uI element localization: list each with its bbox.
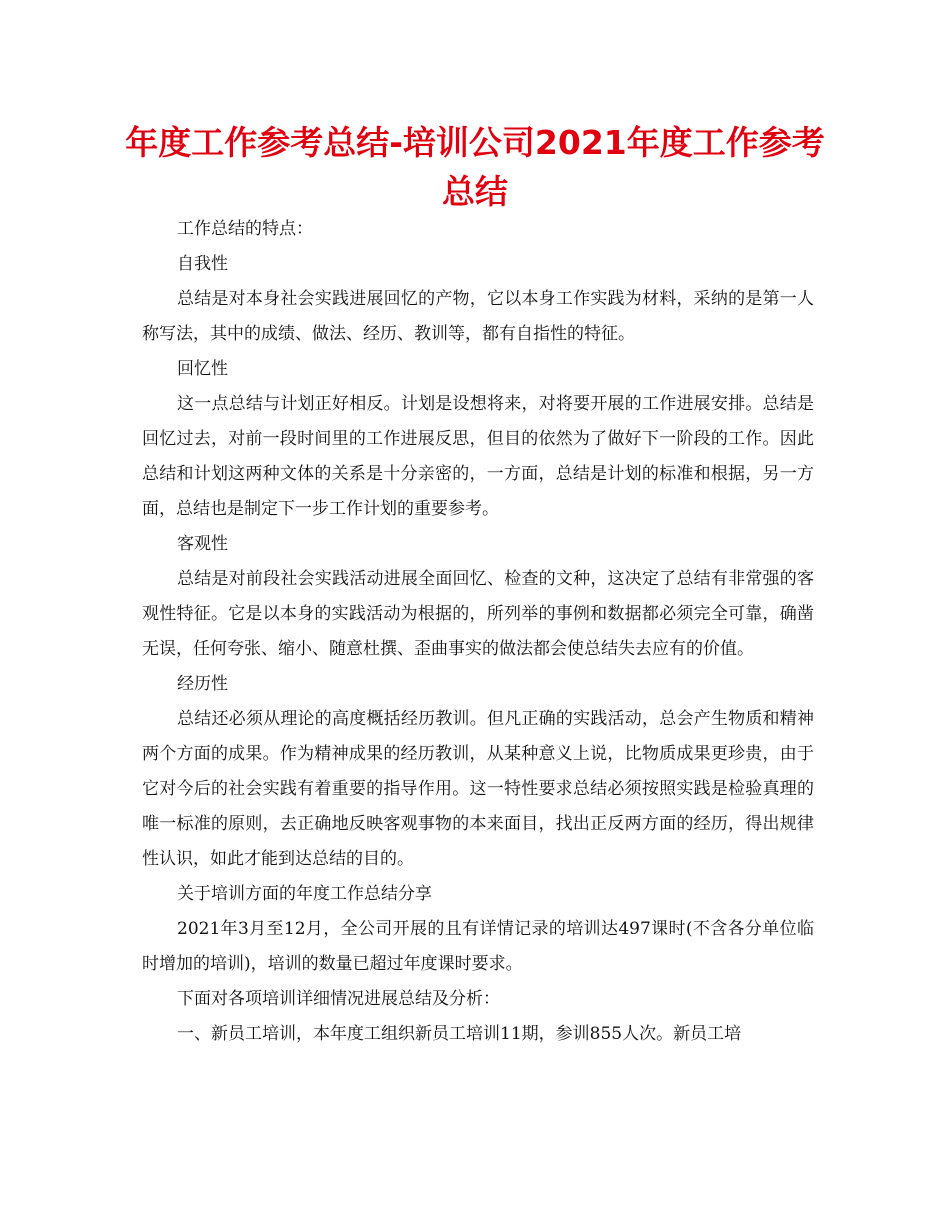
paragraph: 2021年3月至12月，全公司开展的且有详情记录的培训达497课时(不含各分单位临时增加的培训)，培训的数量已超过年度课时要求。: [142, 919, 814, 974]
paragraph: 工作总结的特点：: [177, 219, 313, 239]
paragraph: 总结是对前段社会实践活动进展全面回忆、检查的文种，这决定了总结有非常强的客观性特征。它是以本身的实践活动为根据的，所列举的事例和数据都必须完全可靠，确凿无误，任何夸张、缩小、随意杜撰、歪曲事实的做法都会使总结失去应有的价值。: [142, 569, 814, 659]
paragraph: 这一点总结与计划正好相反。计划是设想将来，对将要开展的工作进展安排。总结是回忆过去，对前一段时间里的工作进展反思，但目的依然为了做好下一阶段的工作。因此总结和计划这两种文体的关系是十分亲密的，一方面，总结是计划的标准和根据，另一方面，总结也是制定下一步工作计划的重要参考。: [142, 394, 814, 519]
section-heading: 关于培训方面的年度工作总结分享: [177, 884, 432, 904]
section-heading: 回忆性: [177, 359, 228, 379]
section-heading: 客观性: [177, 534, 228, 554]
document-body: [142, 212, 814, 1052]
section-heading: 自我性: [177, 254, 228, 274]
section-heading: 经历性: [177, 674, 228, 694]
paragraph: 总结是对本身社会实践进展回忆的产物，它以本身工作实践为材料，采纳的是第一人称写法，其中的成绩、做法、经历、教训等，都有自指性的特征。: [142, 289, 814, 344]
paragraph: 一、新员工培训，本年度工组织新员工培训11期，参训855人次。新员工培: [177, 1024, 742, 1044]
paragraph: 总结还必须从理论的高度概括经历教训。但凡正确的实践活动，总会产生物质和精神两个方面的成果。作为精神成果的经历教训，从某种意义上说，比物质成果更珍贵，由于它对今后的社会实践有着重要的指导作用。这一特性要求总结必须按照实践是检验真理的唯一标准的原则，去正确地反映客观事物的本来面目，找出正反两方面的经历，得出规律性认识，如此才能到达总结的目的。: [142, 709, 814, 869]
paragraph: 下面对各项培训详细情况进展总结及分析：: [177, 989, 500, 1009]
document-title: 年度工作参考总结-培训公司2021年度工作参考总结: [125, 123, 825, 211]
